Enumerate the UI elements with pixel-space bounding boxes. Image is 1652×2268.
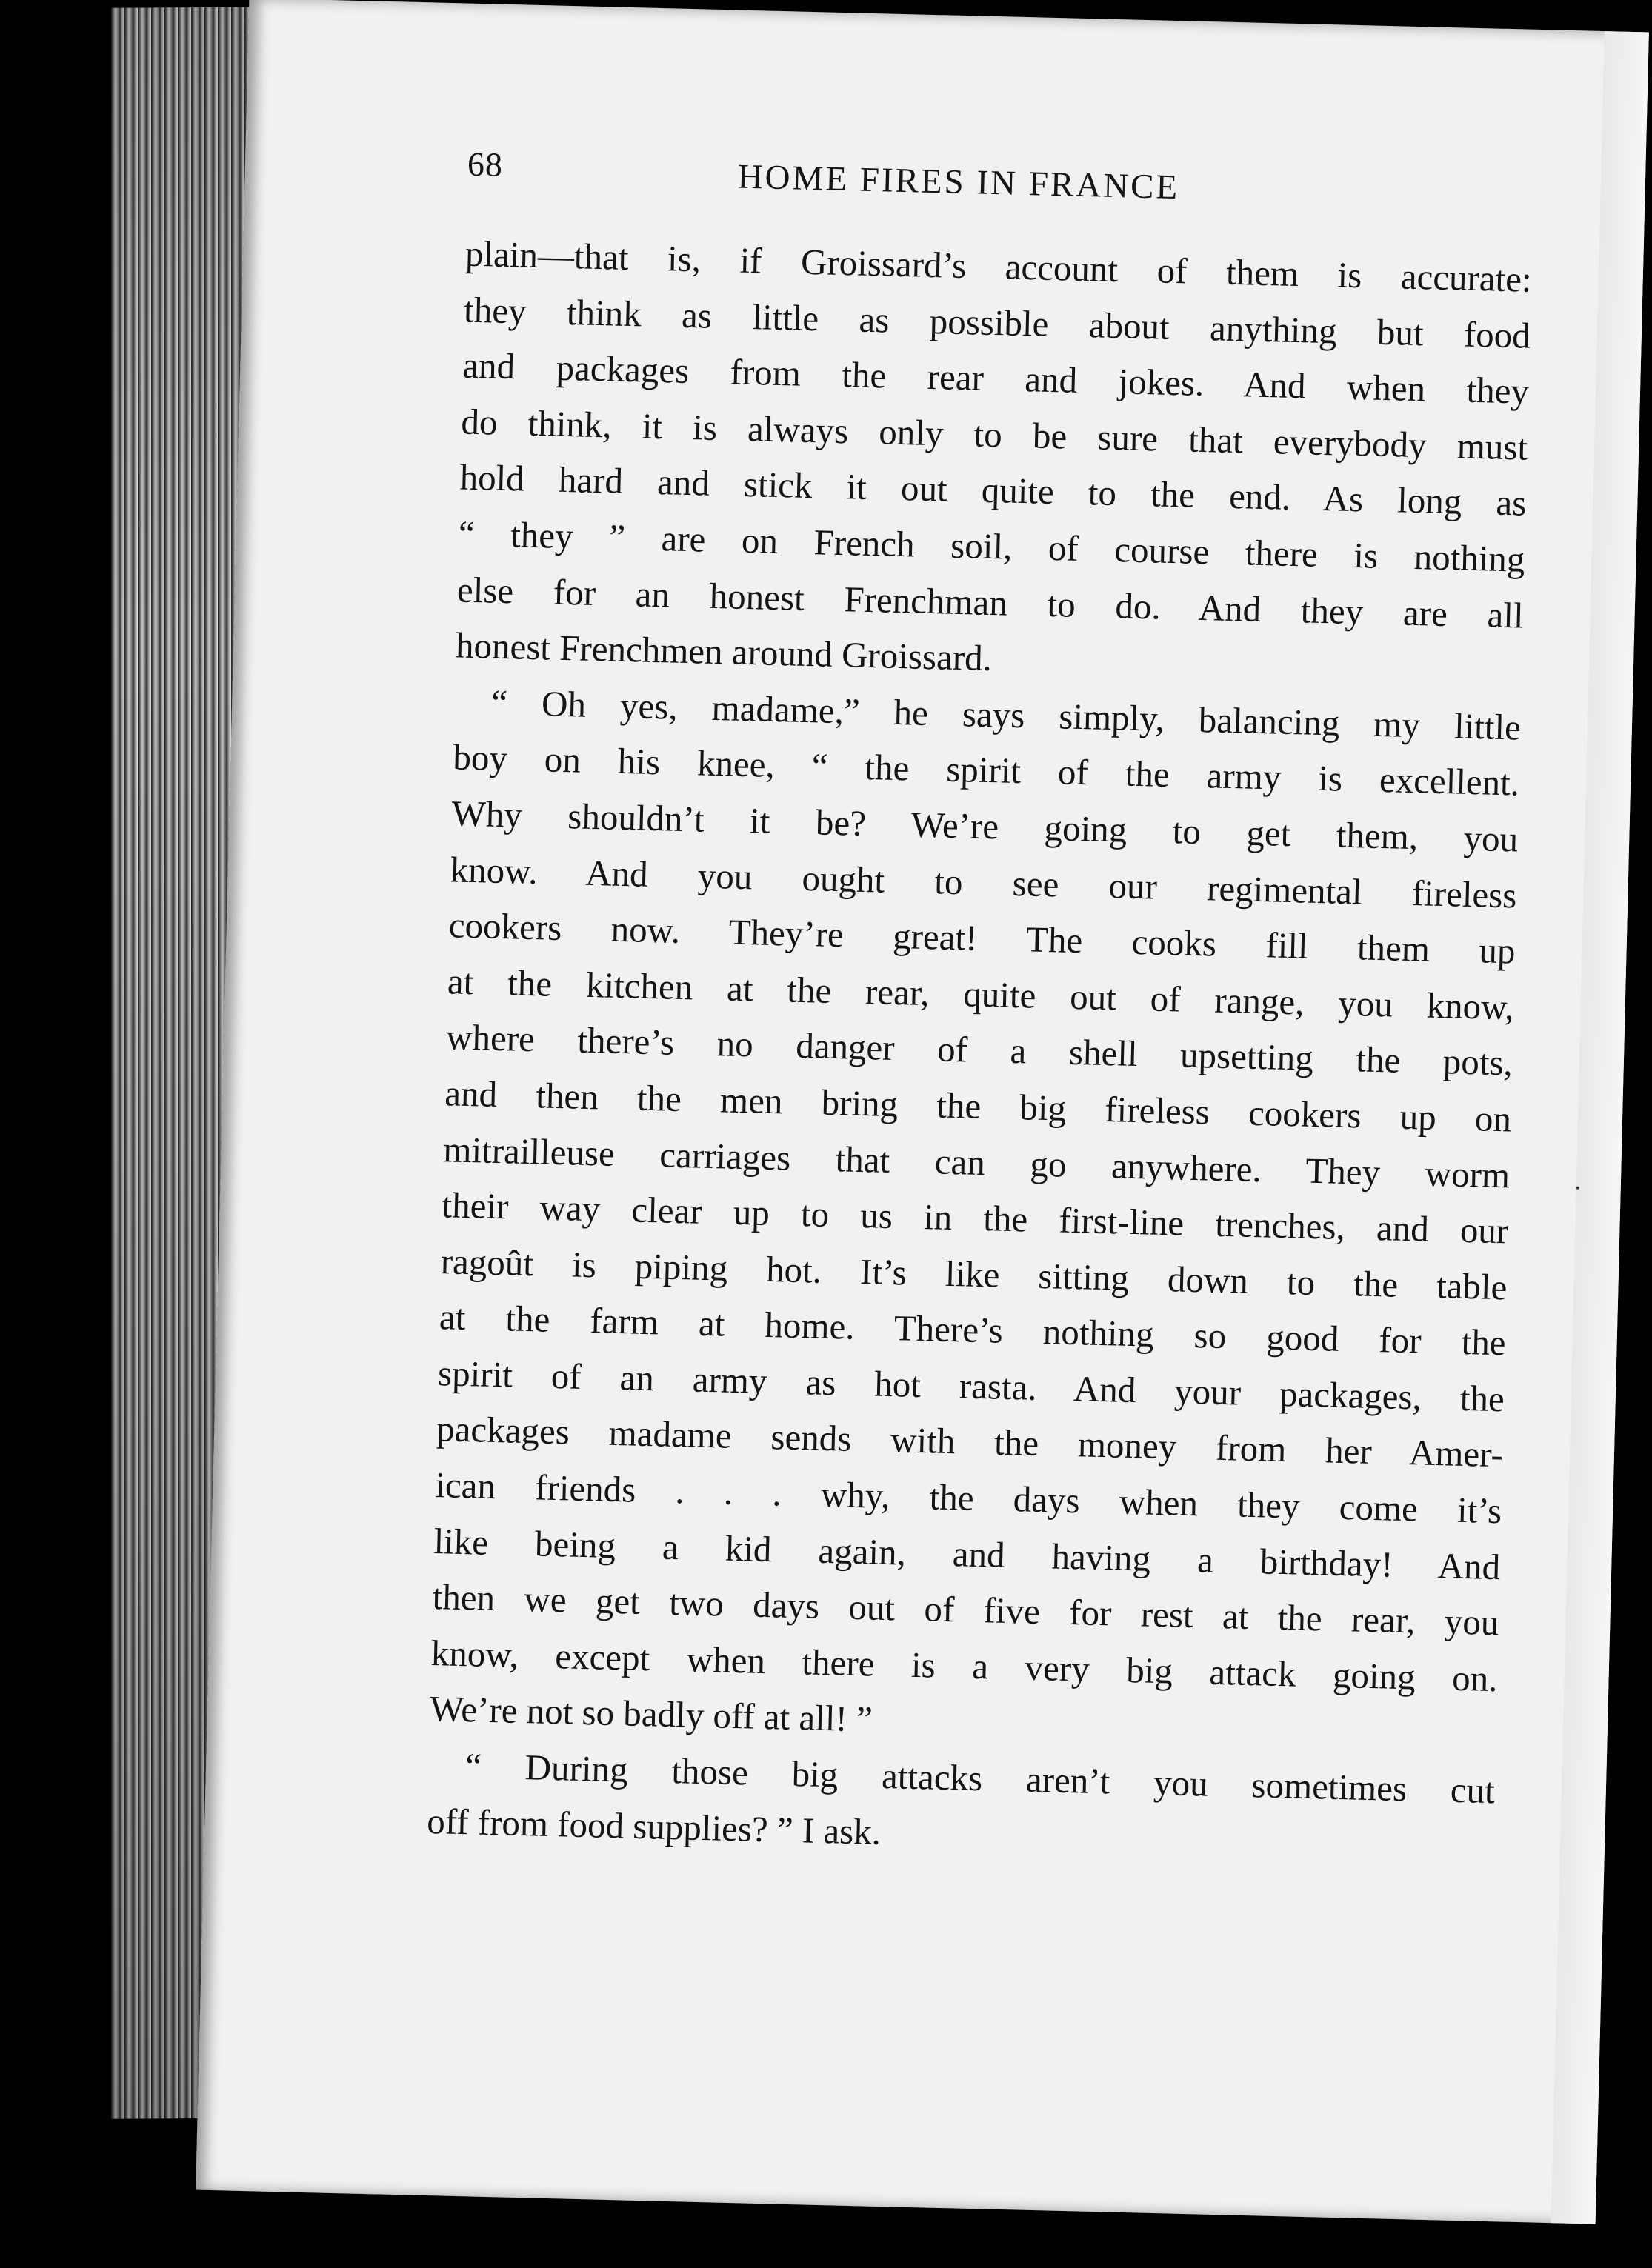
text-line: then we get two days out of five for rest at the rear, you	[432, 1576, 1500, 1644]
text-line: spirit of an army as hot rasta. And your packages, the	[437, 1353, 1505, 1420]
text-line: honest Frenchmen around Groissard.	[455, 624, 993, 679]
text-line: “ they ” are on French soil, of course there is nothing	[458, 513, 1526, 580]
text-line: mitrailleuse carriages that can go anywhere. They worm	[442, 1128, 1511, 1195]
text-line: We’re not so badly off at all! ”	[429, 1688, 873, 1741]
text-line: their way clear up to us in the first-line trenches, and our	[442, 1184, 1509, 1252]
text-line: hold hard and stick it out quite to the end. As long as	[459, 456, 1527, 524]
text-line: plain—that is, if Groissard’s account of them is accurate:	[464, 233, 1533, 300]
text-line: at the farm at home. There’s nothing so good for the	[439, 1296, 1507, 1364]
book-page	[196, 0, 1649, 2224]
text-line: “ During those big attacks aren’t you sometimes cut	[464, 1745, 1496, 1812]
text-line: like being a kid again, and having a birthday! And	[433, 1520, 1501, 1587]
text-line: else for an honest Frenchman to do. And they are all	[456, 569, 1525, 636]
scan-speck	[1576, 1187, 1579, 1190]
page-header	[467, 144, 1535, 230]
text-line: know. And you ought to see our regimental fireless	[450, 848, 1518, 916]
text-line: they think as little as possible about anything but food	[463, 289, 1531, 356]
text-line: Why shouldn’t it be? We’re going to get them, you	[450, 793, 1519, 860]
running-head: HOME FIRES IN FRANCE	[737, 157, 1180, 207]
text-line: and packages from the rear and jokes. And when they	[462, 344, 1530, 412]
text-line: and then the men bring the big fireless cookers up on	[444, 1073, 1512, 1140]
text-line: “ Oh yes, madame,” he says simply, balancing my little	[490, 681, 1522, 748]
text-line: know, except when there is a very big attack going on.	[430, 1632, 1499, 1700]
text-line: cookers now. They’re great! The cooks fill them up	[448, 904, 1516, 972]
body-text	[426, 226, 1532, 1875]
page-number: 68	[467, 144, 504, 184]
text-line: packages madame sends with the money from her Amer-	[436, 1408, 1504, 1475]
page-margin-right	[1551, 31, 1649, 2224]
text-line: off from food supplies? ” I ask.	[426, 1800, 882, 1852]
text-line: ragoût is piping hot. It’s like sitting down to the table	[440, 1240, 1508, 1308]
text-line: boy on his knee, “ the spirit of the army is excellent.	[452, 736, 1520, 804]
text-line: ican friends . . . why, the days when they come it’s	[434, 1464, 1502, 1532]
text-line: where there’s no danger of a shell upsetting the pots,	[445, 1016, 1513, 1084]
text-line: at the kitchen at the rear, quite out of range, you know,	[447, 961, 1515, 1028]
text-line: do think, it is always only to be sure that everybody must	[460, 401, 1528, 468]
